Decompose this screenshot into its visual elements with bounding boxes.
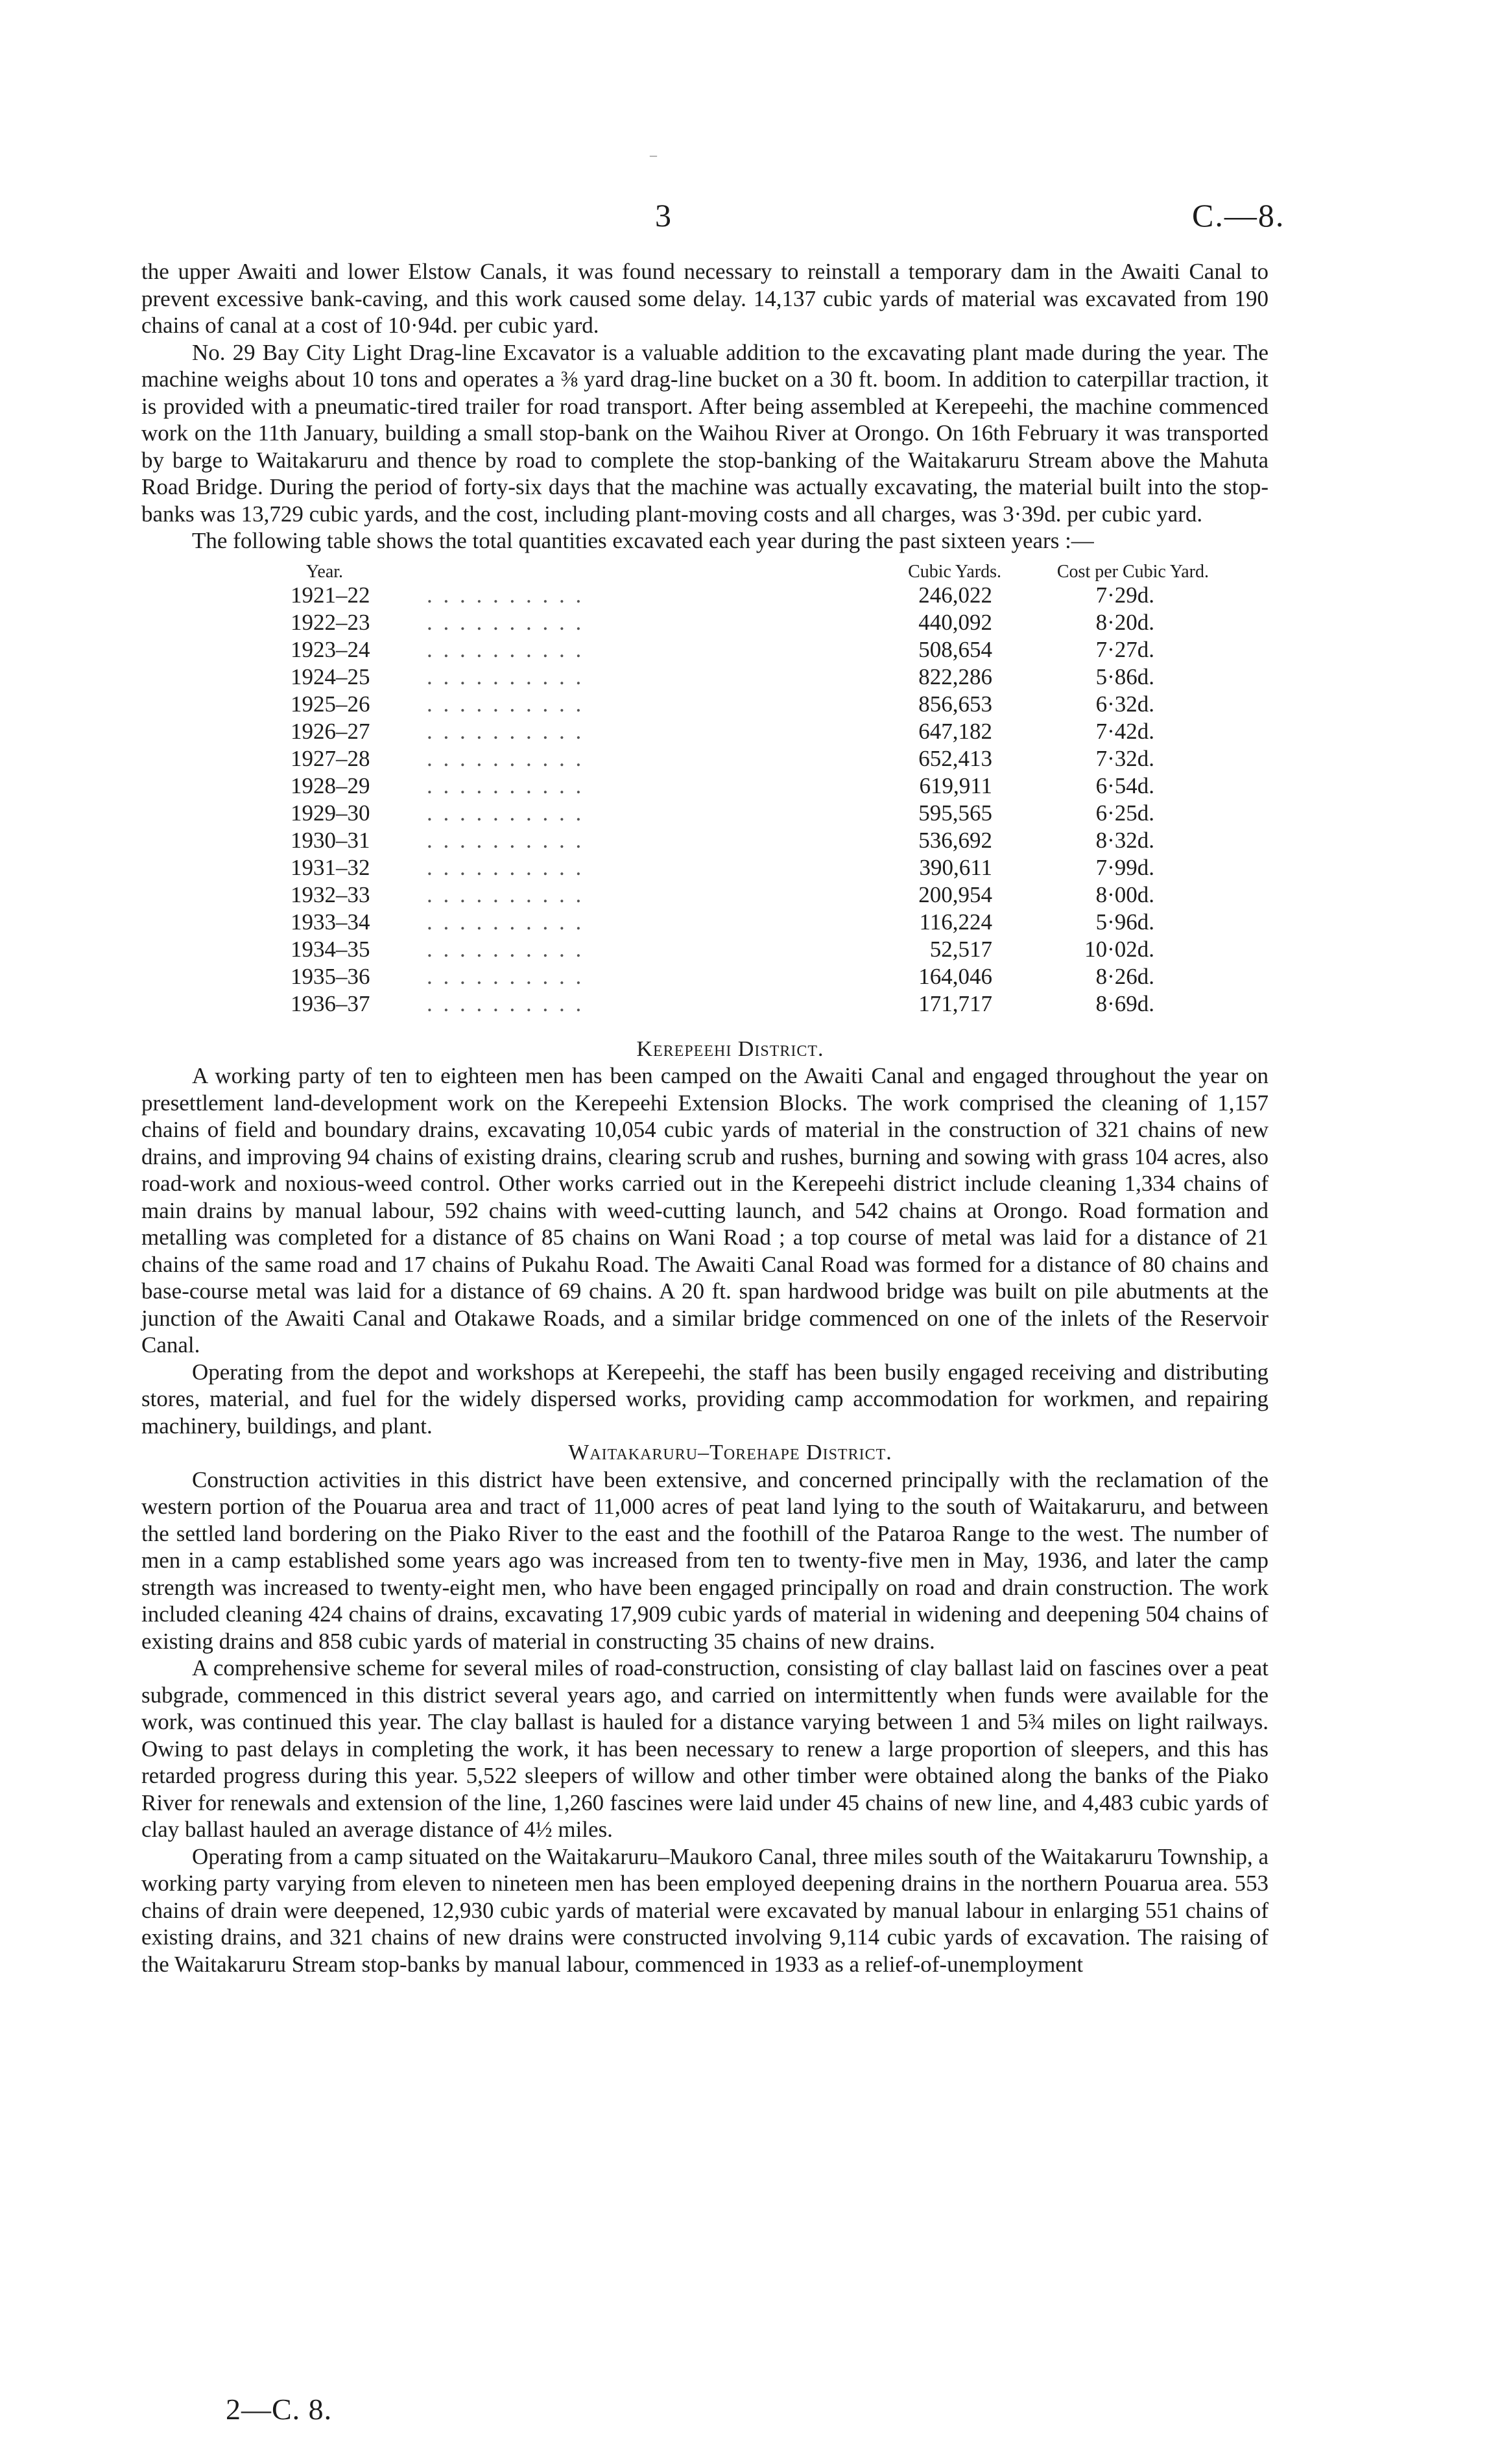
cost-cell: 8·26d. (1095, 963, 1154, 989)
cost-cell: 6·32d. (1095, 691, 1154, 717)
table-row (291, 636, 1211, 664)
leader-dots: . . . . . . . . . . (427, 664, 584, 689)
table-row (291, 909, 1211, 936)
series-code: C.—8. (1192, 197, 1285, 233)
table-row (291, 718, 1211, 745)
page-number: 3 (655, 197, 671, 233)
cubic-yards-cell: 508,654 (918, 636, 992, 662)
cost-cell: 7·32d. (1095, 745, 1154, 771)
year-cell: 1934–35 (291, 936, 370, 962)
year-cell: 1923–24 (291, 636, 370, 662)
cubic-yards-cell: 171,717 (918, 990, 992, 1016)
leader-dots: . . . . . . . . . . (427, 772, 584, 798)
table-row (291, 963, 1211, 990)
year-cell: 1930–31 (291, 827, 370, 853)
leader-dots: . . . . . . . . . . (427, 800, 584, 826)
table-row (291, 854, 1211, 881)
cost-cell: 8·00d. (1095, 881, 1154, 907)
cubic-yards-cell: 536,692 (918, 827, 992, 853)
leader-dots: . . . . . . . . . . (427, 636, 584, 662)
cost-cell: 5·96d. (1095, 909, 1154, 935)
section-heading-kerepeehi: Kerepeehi District. (636, 1036, 824, 1061)
paragraph: Operating from the depot and workshops at Kerepeehi, the staff has been busily engaged receiving and distributing stores, material, and fuel for the widely dispersed works, providing camp accommodation for workmen, and repairing machinery, buildings, and plant. (141, 1359, 1269, 1439)
paragraph: the upper Awaiti and lower Elstow Canals, it was found necessary to reinstall a temporary dam in the Awaiti Canal to prevent excessive bank-caving, and this work caused some delay. 14,137 cubic yards of material was excavated from 190 chains of canal at a cost of 10·94d. per cubic yard. (141, 259, 1269, 338)
table-row (291, 609, 1211, 636)
year-cell: 1925–26 (291, 691, 370, 717)
year-cell: 1933–34 (291, 909, 370, 935)
year-cell: 1922–23 (291, 609, 370, 635)
table-row (291, 582, 1211, 609)
body-text (141, 258, 1269, 1978)
header-cost: Cost per Cubic Yard. (1056, 561, 1209, 582)
cubic-yards-cell: 595,565 (918, 800, 992, 826)
year-cell: 1926–27 (291, 718, 370, 744)
paragraph: Operating from a camp situated on the Waitakaruru–Maukoro Canal, three miles south of the Waitakaruru Township, a working party varying from eleven to nineteen men has been employed deepening drains in the northern Pouarua area. 553 chains of drain were deepened, 12,930 cubic yards of material were excavated by manual labour in enlarging 551 chains of existing drains, and 321 chains of new drains were constructed involving 9,114 cubic yards of excavation. The raising of the Waitakaruru Stream stop-banks by manual labour, commenced in 1933 as a relief-of-unemployment (141, 1843, 1269, 1977)
cost-cell: 8·32d. (1095, 827, 1154, 853)
year-cell: 1921–22 (291, 582, 370, 608)
leader-dots: . . . . . . . . . . (427, 936, 584, 962)
cubic-yards-cell: 652,413 (918, 745, 992, 771)
cost-cell: 8·20d. (1095, 609, 1154, 635)
table-row (291, 827, 1211, 854)
cost-cell: 7·42d. (1095, 718, 1154, 744)
table-row (291, 881, 1211, 909)
table-row (291, 990, 1211, 1018)
table-row (291, 800, 1211, 827)
cubic-yards-cell: 647,182 (918, 718, 992, 744)
cost-cell: 7·27d. (1095, 636, 1154, 662)
paragraph: A comprehensive scheme for several miles of road-construction, consisting of clay ballast laid on fascines over a peat subgrade, commenced in this district several years ago, and carried on intermittently when funds were available for the work, was continued this year. The clay ballast is hauled for a distance varying between 1 and 5¾ miles on light railways. Owing to past delays in completing the work, it has been necessary to renew a large proportion of sleepers, and this has retarded progress during this year. 5,522 sleepers of willow and other timber were obtained along the banks of the Piako River for renewals and extension of the line, 1,260 fascines were laid under 45 chains of new line, and 4,483 cubic yards of clay ballast hauled an average distance of 4½ miles. (141, 1655, 1269, 1842)
leader-dots: . . . . . . . . . . (427, 745, 584, 771)
cost-cell: 7·29d. (1095, 582, 1154, 608)
year-cell: 1929–30 (291, 800, 370, 826)
cost-cell: 5·86d. (1095, 664, 1154, 689)
leader-dots: . . . . . . . . . . (427, 691, 584, 717)
paragraph: The following table shows the total quantities excavated each year during the past sixteen years :— (192, 528, 1094, 553)
cubic-yards-cell: 440,092 (918, 609, 992, 635)
cost-cell: 10·02d. (1084, 936, 1154, 962)
leader-dots: . . . . . . . . . . (427, 990, 584, 1016)
cost-cell: 8·69d. (1095, 990, 1154, 1016)
cubic-yards-cell: 856,653 (918, 691, 992, 717)
year-cell: 1927–28 (291, 745, 370, 771)
cost-cell: 7·99d. (1095, 854, 1154, 880)
table-body (291, 582, 1211, 1018)
header-year: Year. (306, 561, 344, 582)
cost-cell: 6·54d. (1095, 772, 1154, 798)
year-cell: 1931–32 (291, 854, 370, 880)
cubic-yards-cell: 246,022 (918, 582, 992, 608)
table-row (291, 772, 1211, 800)
cubic-yards-cell: 116,224 (919, 909, 992, 935)
leader-dots: . . . . . . . . . . (427, 718, 584, 744)
paragraph: Construction activities in this district have been extensive, and concerned principally with the reclamation of the western portion of the Pouarua area and tract of 11,000 acres of peat land lying to the south of Waitakaruru, and between the settled land bordering on the Piako River to the east and the foothill of the Pataroa Range to the west. The number of men in a camp established some years ago was increased from ten to twenty-five men in May, 1936, and later the camp strength was increased to twenty-eight men, who have been engaged principally on road and drain construction. The work included cleaning 424 chains of drains, excavating 17,909 cubic yards of material in widening and deepening 504 chains of existing drains and 858 cubic yards of material in constructing 35 chains of new drains. (141, 1466, 1269, 1654)
section-heading-waitakaruru: Waitakaruru–Torehape District. (568, 1441, 892, 1465)
paragraph: No. 29 Bay City Light Drag-line Excavator is a valuable addition to the excavating plant made during the year. The machine weighs about 10 tons and operates a ⅜ yard drag-line bucket on a 30 ft. boom. In addition to caterpillar traction, it is provided with a pneumatic-tired trailer for road transport. After being assembled at Kerepeehi, the machine commenced work on the 11th January, building a small stop-bank on the Waihou River at Orongo. On 16th February it was transported by barge to Waitakaruru and thence by road to complete the stop-banking of the Waitakaruru Stream above the Mahuta Road Bridge. During the period of forty-six days that the machine was actually excavating, the material built into the stop-banks was 13,729 cubic yards, and the cost, including plant-moving costs and all charges, was 3·39d. per cubic yard. (141, 339, 1269, 527)
cubic-yards-cell: 822,286 (918, 664, 992, 689)
table-row (291, 745, 1211, 772)
top-mark: – (650, 147, 657, 163)
header-yards: Cubic Yards. (908, 561, 1001, 582)
table-header (291, 558, 1211, 582)
paragraph: A working party of ten to eighteen men has been camped on the Awaiti Canal and engaged throughout the year on presettlement land-development work on the Kerepeehi Extension Blocks. The work comprised the cleaning of 1,157 chains of field and boundary drains, excavating 10,054 cubic yards of material in the construction of 321 chains of new drains, and improving 94 chains of existing drains, clearing scrub and rushes, burning and sowing with grass 104 acres, also road-work and noxious-weed control. Other works carried out in the Kerepeehi district include cleaning 1,334 chains of main drains by manual labour, 592 chains with weed-cutting launch, and 542 chains at Orongo. Road formation and metalling was completed for a distance of 85 chains on Wani Road ; a top course of metal was laid for a distance of 21 chains of the same road and 17 chains of Pukahu Road. The Awaiti Canal Road was formed for a distance of 80 chains and base-course metal was laid for a distance of 69 chains. A 20 ft. span hardwood bridge was built on pile abutments at the junction of the Awaiti Canal and Otakawe Roads, and a similar bridge commenced on one of the inlets of the Reservoir Canal. (141, 1063, 1269, 1358)
signature-mark: 2—C. 8. (226, 2393, 333, 2426)
year-cell: 1928–29 (291, 772, 370, 798)
excavation-table (291, 558, 1211, 1018)
leader-dots: . . . . . . . . . . (427, 881, 584, 907)
table-row (291, 936, 1211, 963)
table-row (291, 664, 1211, 691)
leader-dots: . . . . . . . . . . (427, 582, 584, 608)
year-cell: 1924–25 (291, 664, 370, 689)
table-row (291, 691, 1211, 718)
cost-cell: 6·25d. (1095, 800, 1154, 826)
cubic-yards-cell: 164,046 (918, 963, 992, 989)
cubic-yards-cell: 619,911 (919, 772, 992, 798)
leader-dots: . . . . . . . . . . (427, 963, 584, 989)
leader-dots: . . . . . . . . . . (427, 827, 584, 853)
cubic-yards-cell: 200,954 (918, 881, 992, 907)
year-cell: 1932–33 (291, 881, 370, 907)
year-cell: 1935–36 (291, 963, 370, 989)
year-cell: 1936–37 (291, 990, 370, 1016)
leader-dots: . . . . . . . . . . (427, 854, 584, 880)
cubic-yards-cell: 390,611 (919, 854, 992, 880)
cubic-yards-cell: 52,517 (929, 936, 992, 962)
leader-dots: . . . . . . . . . . (427, 909, 584, 935)
leader-dots: . . . . . . . . . . (427, 609, 584, 635)
